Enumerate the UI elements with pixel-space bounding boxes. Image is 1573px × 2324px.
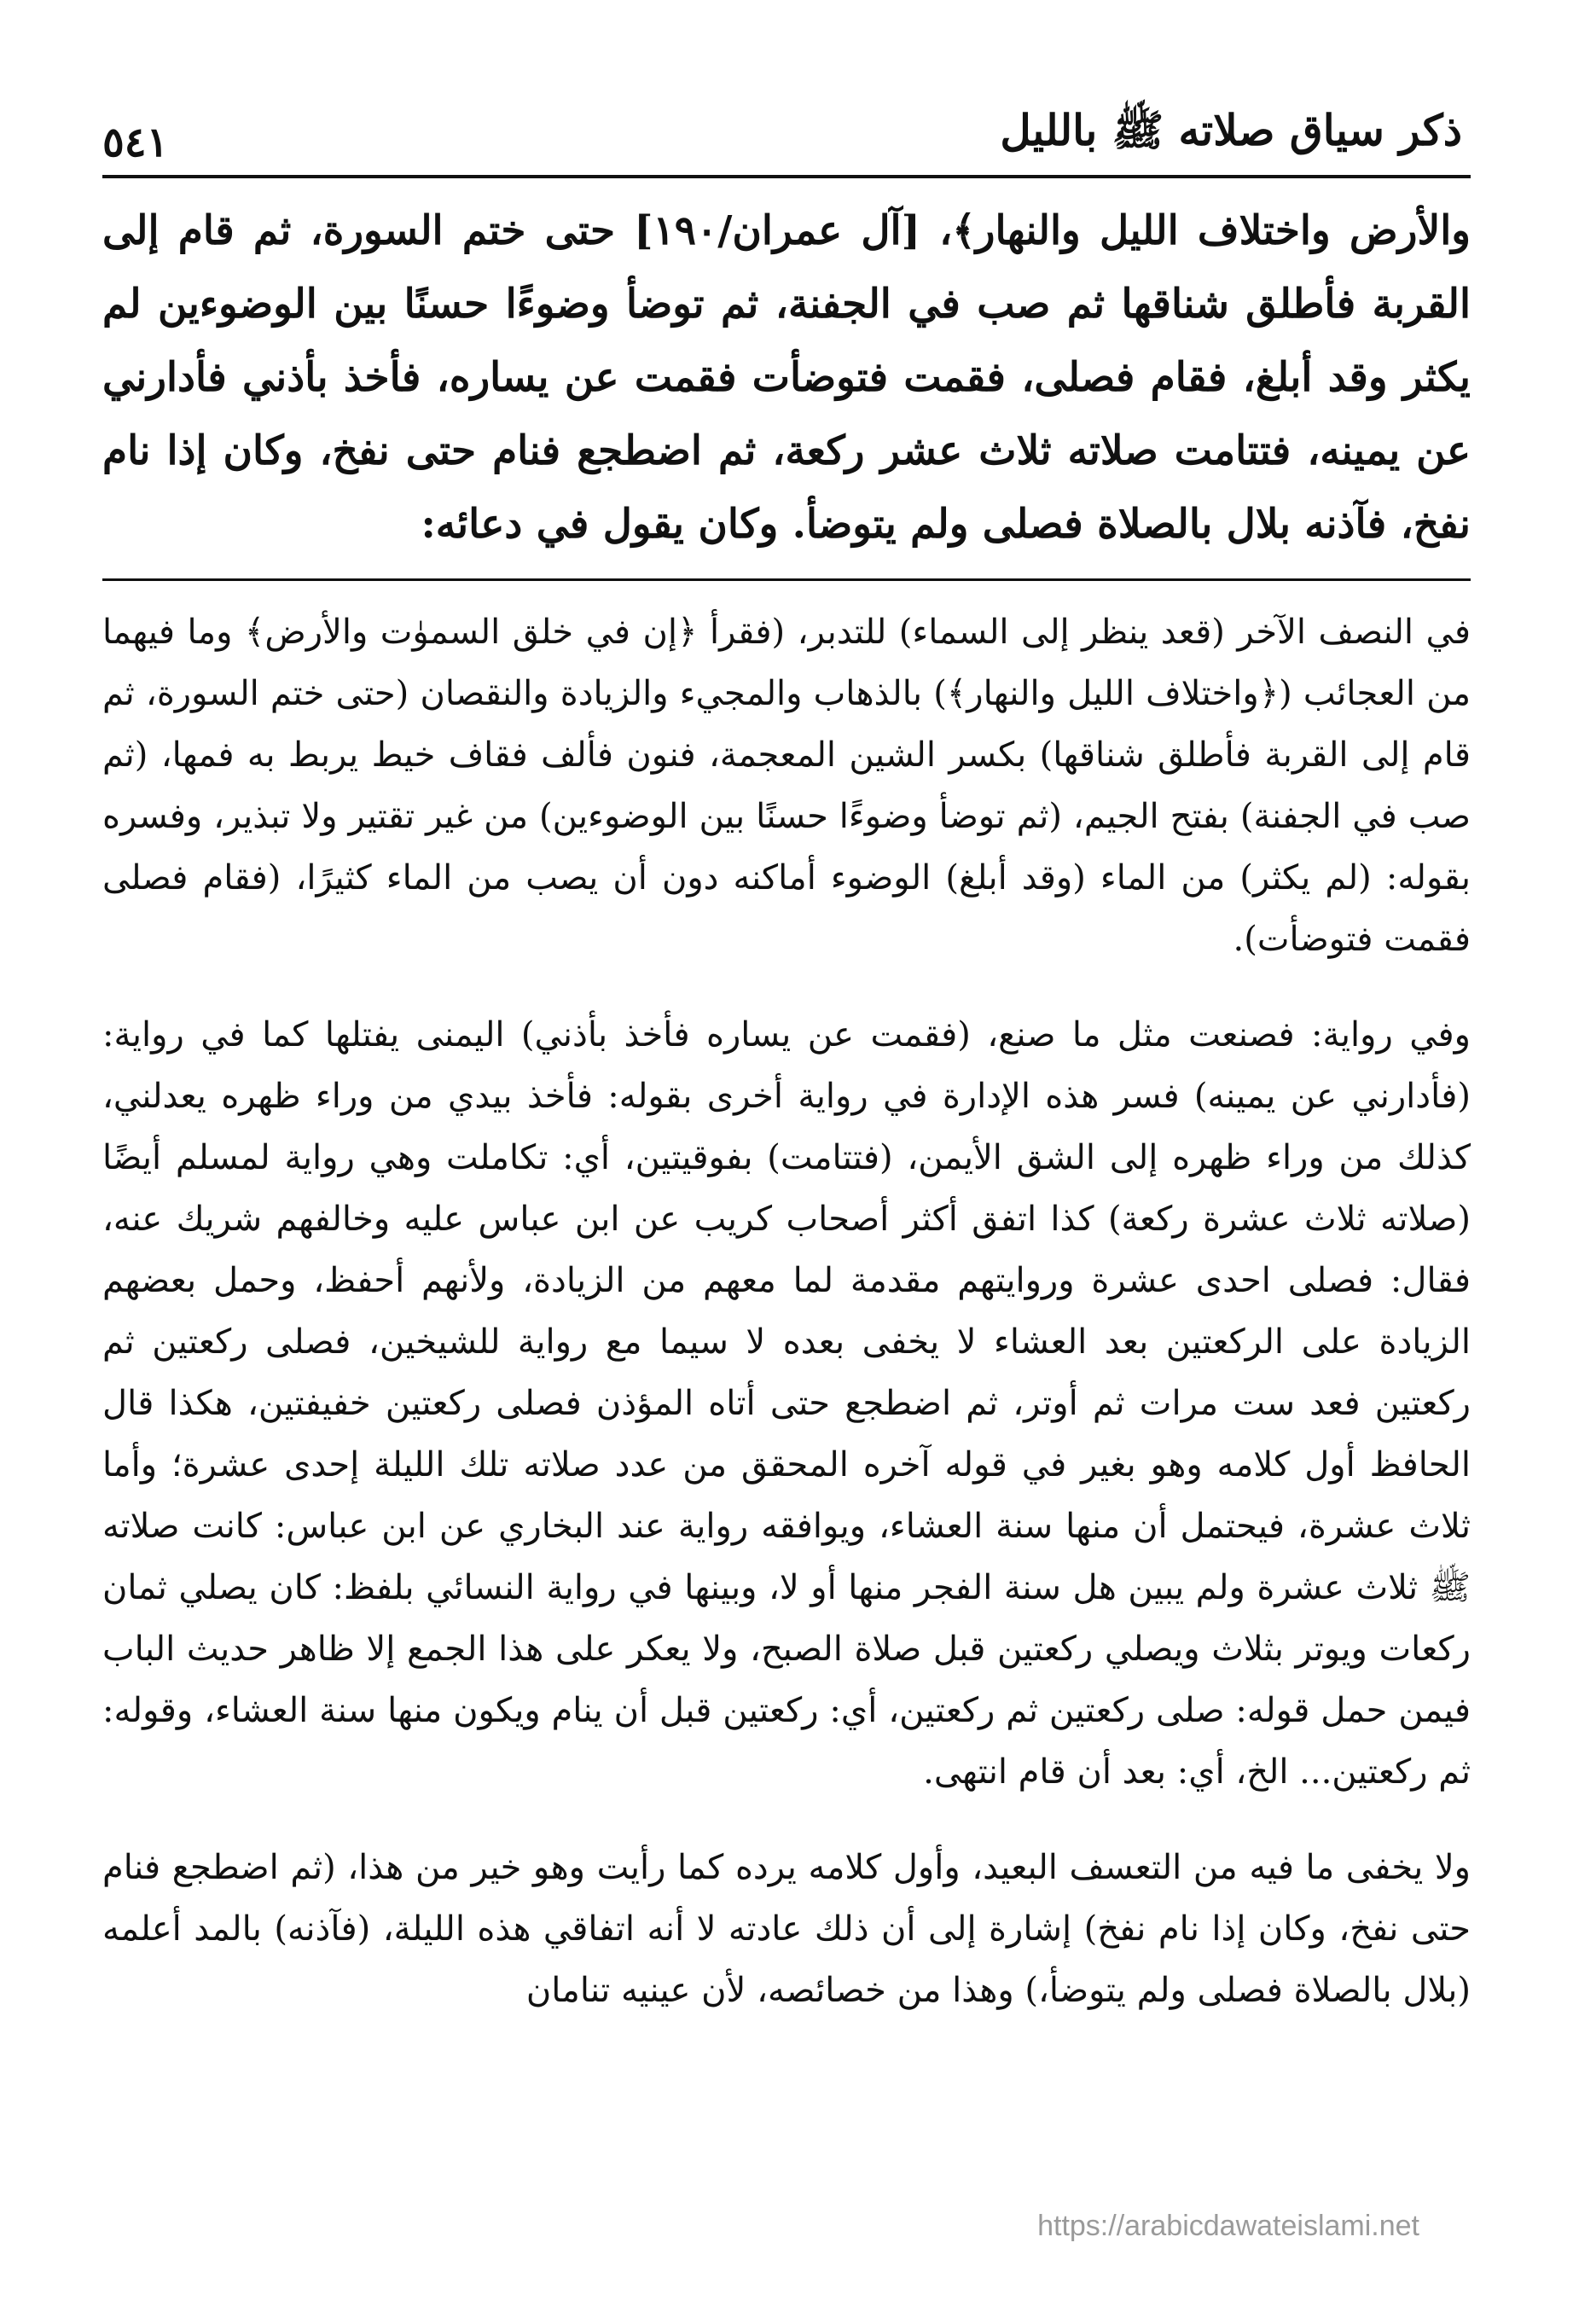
header-rule: [102, 175, 1471, 178]
running-title: ذكر سياق صلاته ﷺ بالليل: [1000, 105, 1462, 155]
separator-rule: [102, 578, 1471, 581]
page-number: ٥٤١: [102, 119, 169, 166]
commentary-paragraph-2: وفي رواية: فصنعت مثل ما صنع، (فقمت عن يساره فأخذ بأذني) اليمنى يفتلها كما في رواية: (فأدارني عن يمينه) فسر هذه الإدارة في رواية أخرى بقوله: فأخذ بيدي من وراء ظهره يعدلني، كذلك من وراء ظهره إلى الشق الأيمن، (فتتامت) بفوقيتين، أي: تكاملت وهي رواية لمسلم أيضًا (صلاته ثلاث عشرة ركعة) كذا اتفق أكثر أصحاب كريب عن ابن عباس عليه وخالفهم شريك عنه، فقال: فصلى احدى عشرة وروايتهم مقدمة لما معهم من الزيادة، ولأنهم أحفظ، وحمل بعضهم الزيادة على الركعتين بعد العشاء لا يخفى بعده لا سيما مع رواية للشيخين، فصلى ركعتين ثم ركعتين فعد ست مرات ثم أوتر، ثم اضطجع حتى أتاه المؤذن فصلى ركعتين خفيفتين، هكذا قال الحافظ أول كلامه وهو بغير في قوله آخره المحقق من عدد صلاته تلك الليلة إحدى عشرة؛ وأما ثلاث عشرة، فيحتمل أن منها سنة العشاء، ويوافقه رواية عند البخاري عن ابن عباس: كانت صلاته ﷺ ثلاث عشرة ولم يبين هل سنة الفجر منها أو لا، وبينها في رواية النسائي بلفظ: كان يصلي ثمان ركعات ويوتر بثلاث ويصلي ركعتين قبل صلاة الصبح، ولا يعكر على هذا الجمع إلا ظاهر حديث الباب فيمن حمل قوله: صلى ركعتين ثم ركعتين، أي: ركعتين قبل أن ينام ويكون منها سنة العشاء، وقوله: ثم ركعتين... الخ، أي: بعد أن قام انتهى.: [102, 1015, 1471, 1792]
commentary: [102, 601, 1471, 2055]
watermark-url: https://arabicdawateislami.net: [1037, 2210, 1419, 2242]
hadith-text: والأرض واختلاف الليل والنهار﴾، [آل عمران/١٩٠] حتى ختم السورة، ثم قام إلى القربة فأطلق شناقها ثم صب في الجفنة، ثم توضأ وضوءًا حسنًا بين الوضوءين لم يكثر وقد أبلغ، فقام فصلى، فقمت فتوضأت فقمت عن يساره، فأخذ بأذني فأدارني عن يمينه، فتتامت صلاته ثلاث عشر ركعة، ثم اضطجع فنام حتى نفخ، وكان إذا نام نفخ، فآذنه بلال بالصلاة فصلى ولم يتوضأ. وكان يقول في دعائه:: [102, 207, 1471, 548]
page-header: [102, 81, 1462, 166]
commentary-paragraph-1: في النصف الآخر (قعد ينظر إلى السماء) للتدبر، (فقرأ ﴿إن في خلق السموٰت والأرض﴾ وما فيهما من العجائب (﴿واختلاف الليل والنهار﴾) بالذهاب والمجيء والزيادة والنقصان (حتى ختم السورة، ثم قام إلى القربة فأطلق شناقها) بكسر الشين المعجمة، فنون فألف فقاف خيط يربط به فمها، (ثم صب في الجفنة) بفتح الجيم، (ثم توضأ وضوءًا حسنًا بين الوضوءين) من غير تقتير ولا تبذير، وفسره بقوله: (لم يكثر) من الماء (وقد أبلغ) الوضوء أماكنه دون أن يصب من الماء كثيرًا، (فقام فصلى فقمت فتوضأت).: [102, 613, 1471, 959]
commentary-paragraph-3: ولا يخفى ما فيه من التعسف البعيد، وأول كلامه يرده كما رأيت وهو خير من هذا، (ثم اضطجع فنام حتى نفخ، وكان إذا نام نفخ) إشارة إلى أن ذلك عادته لا أنه اتفاقي هذه الليلة، (فآذنه) بالمد أعلمه (بلال بالصلاة فصلى ولم يتوضأ،) وهذا من خصائصه، لأن عينيه تنامان: [102, 1848, 1471, 2010]
